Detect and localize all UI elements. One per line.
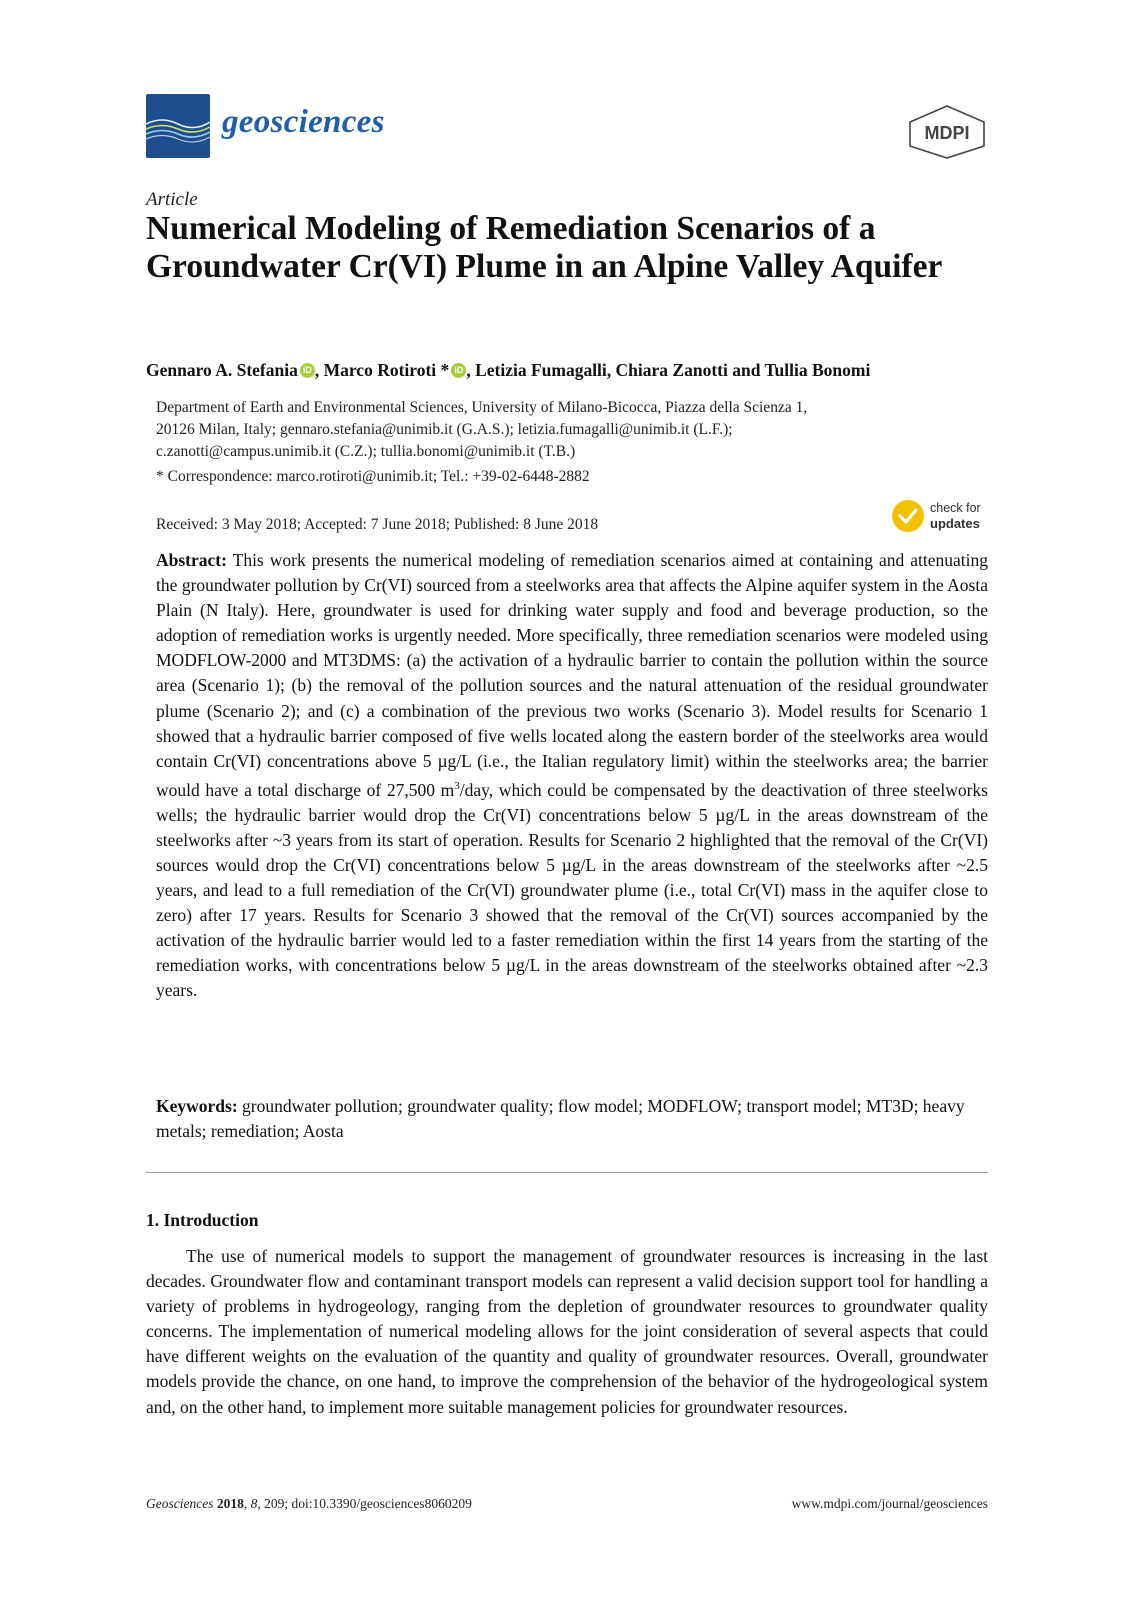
footer-volume: 8: [250, 1496, 258, 1511]
journal-logo-icon: [146, 94, 210, 158]
introduction-paragraph: The use of numerical models to support the management of groundwater resources is increasing in the last decades. Groundwater flow and contaminant transport models can represent a valid decision support tool for handling a variety of problems in hydrogeology, ranging from the depletion of groundwater resources to groundwater quality concerns. The implementation of numerical modeling allows for the joint consideration of several aspects that could have different weights on the evaluation of the quantity and quality of groundwater resources. Overall, groundwater models provide the chance, on one hand, to improve the comprehension of the behavior of the hydrogeological system and, on the other hand, to implement more suitable management policies for groundwater resources.: [146, 1246, 988, 1417]
journal-name[interactable]: geosciences: [222, 104, 385, 140]
author-list: Gennaro A. Stefania iD , Marco Rotiroti * iD , Letizia Fumagalli, Chiara Zanotti and Tullia Bonomi: [146, 360, 871, 380]
footer-year: 2018: [216, 1496, 244, 1511]
check-for-updates-button[interactable]: [892, 500, 992, 534]
orcid-icon[interactable]: iD: [451, 363, 466, 378]
footer-journal: Geosciences: [146, 1496, 214, 1511]
abstract-text: /day, which could be compensated by the deactivation of three steelworks wells; the hydraulic barrier would drop the Cr(VI) concentrations below 5 µg/L in the areas downstream of the steelworks after ~3 years from its start of operation. Results for Scenario 2 highlighted that the removal of the Cr(VI) sources would drop the Cr(VI) concentrations below 5 µg/L in the areas downstream of the steelworks after ~2.5 years, and lead to a full remediation of the Cr(VI) groundwater plume (i.e., total Cr(VI) mass in the aquifer close to zero) after 17 years. Results for Scenario 3 showed that the removal of the Cr(VI) sources accompanied by the activation of the hydraulic barrier would led to a faster remediation within the first 14 years from the starting of the remediation works, with concentrations below 5 µg/L in the areas downstream of the steelworks obtained after ~2.3 years.: [156, 779, 988, 1001]
mdpi-logo-icon[interactable]: [904, 104, 990, 160]
orcid-icon[interactable]: iD: [300, 363, 315, 378]
citation-footer: Geosciences 2018, 8, 209; doi:10.3390/geosciences8060209: [146, 1496, 472, 1511]
footer-doi[interactable]: , 209; doi:10.3390/geosciences8060209: [257, 1496, 472, 1511]
article-type: Article: [146, 189, 198, 210]
abstract-superscript: 3: [454, 779, 460, 792]
author-name: Letizia Fumagalli, Chiara Zanotti and Tullia Bonomi: [475, 360, 871, 380]
affiliation-line: 20126 Milan, Italy; gennaro.stefania@unimib.it (G.A.S.); letizia.fumagalli@unimib.it (L.F.);: [156, 421, 733, 438]
check-updates-label: check for: [930, 501, 981, 515]
publisher-name: MDPI: [924, 123, 970, 143]
abstract-label: Abstract:: [156, 550, 227, 570]
journal-url-link[interactable]: www.mdpi.com/journal/geosciences: [791, 1496, 988, 1511]
keywords-label: Keywords:: [156, 1096, 238, 1116]
abstract-text: This work presents the numerical modeling of remediation scenarios aimed at containing and attenuating the groundwater pollution by Cr(VI) sourced from a steelworks area that affects the Alpine aquifer system in the Aosta Plain (N Italy). Here, groundwater is used for drinking water supply and food and beverage production, so the adoption of remediation works is urgently needed. More specifically, three remediation scenarios were modeled using MODFLOW-2000 and MT3DMS: (a) the activation of a hydraulic barrier to contain the pollution within the source area (Scenario 1); (b) the removal of the pollution sources and the natural attenuation of the residual groundwater plume (Scenario 2); and (c) a combination of the previous two works (Scenario 3). Model results for Scenario 1 showed that a hydraulic barrier composed of five wells located along the eastern border of the steelworks area would contain Cr(VI) concentrations above 5 µg/L (i.e., the Italian regulatory limit) within the steelworks area; the barrier would have a total discharge of 27,500 m: [156, 550, 988, 800]
correspondence: * Correspondence: marco.rotiroti@unimib.it; Tel.: +39-02-6448-2882: [156, 468, 590, 485]
author-name[interactable]: Marco Rotiroti *: [323, 360, 450, 380]
affiliation-line: Department of Earth and Environmental Sciences, University of Milano-Bicocca, Piazza della Scienza 1,: [156, 399, 808, 416]
check-updates-label: updates: [930, 516, 980, 531]
section-divider: [146, 1172, 988, 1173]
article-title: Numerical Modeling of Remediation Scenarios of a Groundwater Cr(VI) Plume in an Alpine Valley Aquifer: [146, 210, 943, 285]
abstract: [156, 548, 988, 1004]
affiliation: [156, 397, 986, 463]
author-name[interactable]: Gennaro A. Stefania: [146, 360, 298, 380]
affiliation-line: c.zanotti@campus.unimib.it (C.Z.); tullia.bonomi@unimib.it (T.B.): [156, 443, 576, 460]
keywords-text: groundwater pollution; groundwater quality; flow model; MODFLOW; transport model; MT3D; heavy metals; remediation; Aosta: [156, 1096, 965, 1142]
keywords: [156, 1094, 988, 1144]
publication-dates: Received: 3 May 2018; Accepted: 7 June 2018; Published: 8 June 2018: [156, 516, 599, 533]
checkmark-icon: [892, 500, 924, 532]
section-heading: 1. Introduction: [146, 1210, 259, 1230]
